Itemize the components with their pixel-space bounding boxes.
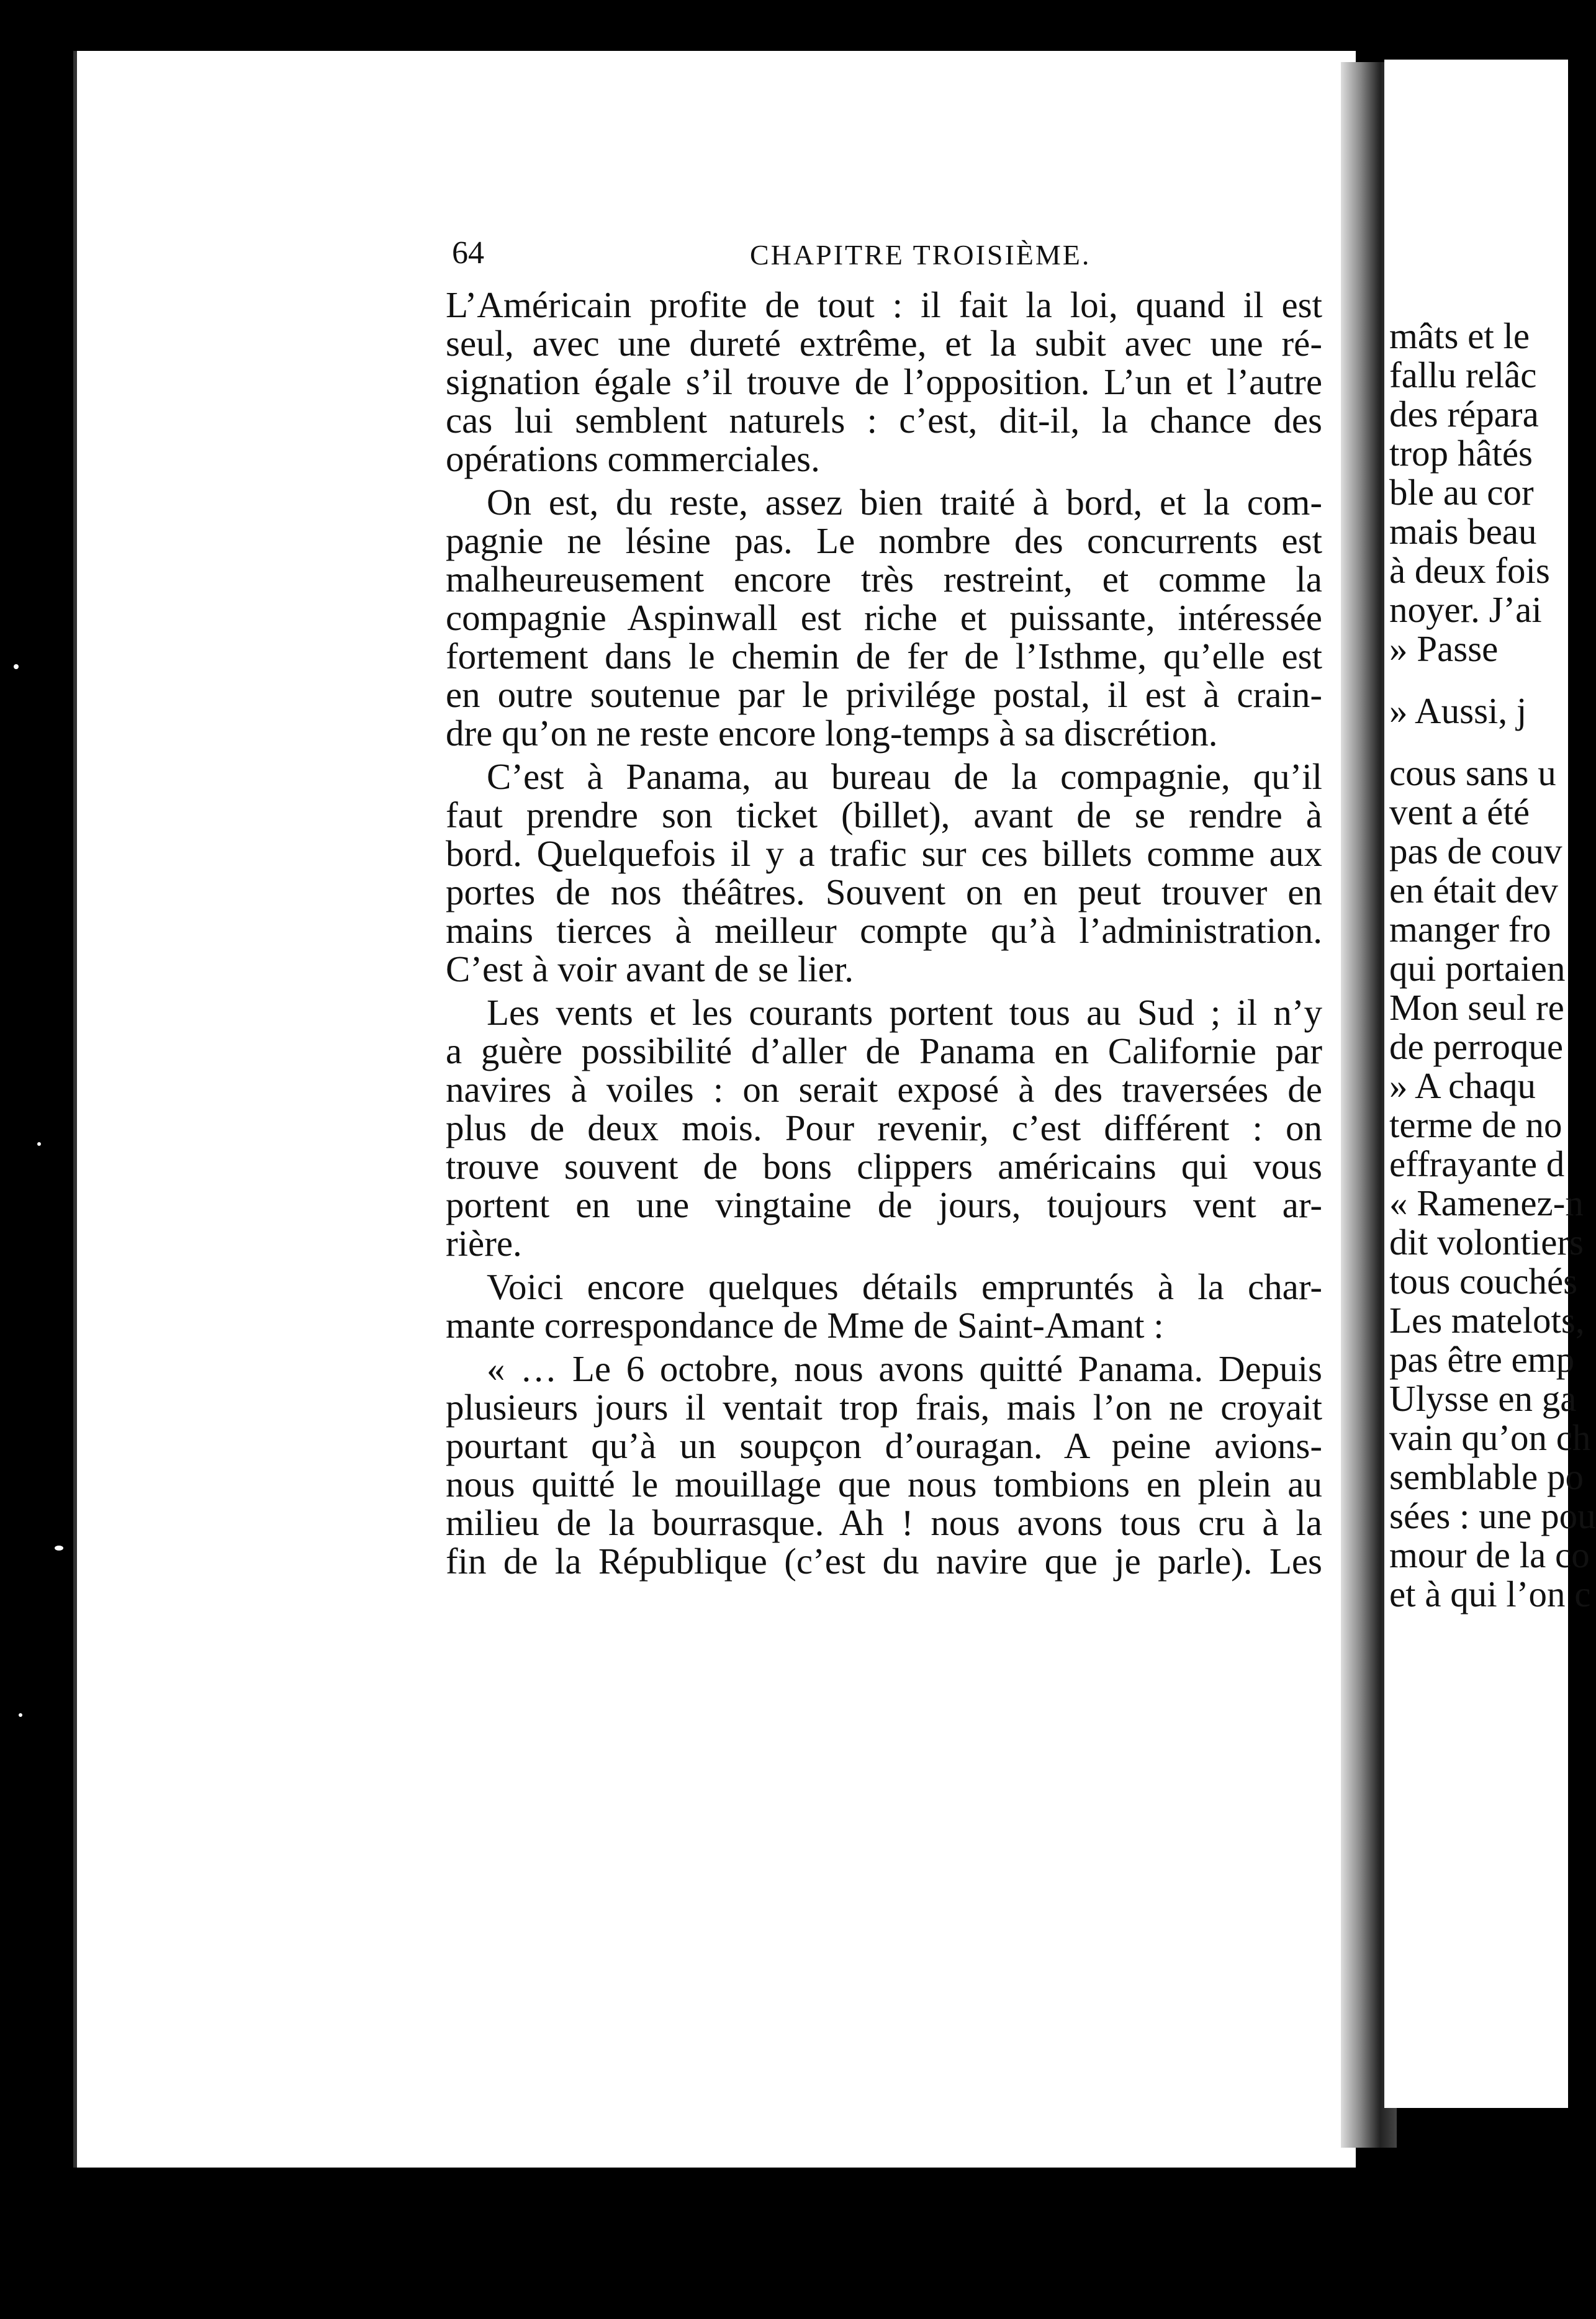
page-number: 64 (452, 235, 484, 271)
facing-page-line: manger fro (1389, 909, 1551, 950)
text-line: nous quitté le mouillage que nous tombions en plein au (446, 1464, 1322, 1505)
facing-page-line: qui portaien (1389, 948, 1566, 989)
text-line: plusieurs jours il ventait trop frais, mais l’on ne croyait (446, 1387, 1322, 1428)
text-line: rière. (446, 1223, 522, 1264)
facing-page-line: cous sans u (1389, 752, 1556, 793)
text-line: navires à voiles : on serait exposé à des traversées de (446, 1069, 1322, 1110)
text-line: L’Américain profite de tout : il fait la loi, quand il est (446, 284, 1322, 325)
facing-page-line: et à qui l’on c (1389, 1574, 1591, 1614)
text-line: malheureusement encore très restreint, et comme la (446, 559, 1322, 600)
paragraph (446, 1349, 1322, 1580)
text-line: « … Le 6 octobre, nous avons quitté Panama. Depuis (487, 1348, 1322, 1389)
text-line: a guère possibilité d’aller de Panama en Californie par (446, 1030, 1322, 1071)
paragraph (446, 483, 1322, 752)
facing-page-line: semblable po (1389, 1456, 1584, 1497)
facing-page-line: effrayante d (1389, 1143, 1565, 1184)
facing-page-line: tous couchés (1389, 1261, 1578, 1302)
facing-page-line: « Ramenez-n (1389, 1182, 1584, 1223)
text-line: opérations commerciales. (446, 438, 820, 479)
scan-speck (37, 1142, 41, 1146)
text-line: en outre soutenue par le privilége postal, il est à crain- (446, 674, 1322, 715)
text-line: faut prendre son ticket (billet), avant de se rendre à (446, 795, 1322, 835)
facing-page-line: à deux fois (1389, 550, 1550, 591)
paragraph (446, 757, 1322, 988)
facing-page-line: pas de couv (1389, 831, 1562, 871)
running-title: CHAPITRE TROISIÈME. (750, 239, 1091, 271)
scan-speck (19, 1713, 22, 1717)
paragraph (446, 1268, 1322, 1344)
paragraph (446, 993, 1322, 1263)
facing-page-line: trop hâtés (1389, 433, 1533, 474)
facing-page-line: » Aussi, j (1389, 690, 1527, 731)
facing-page-line: pas être emp (1389, 1339, 1575, 1380)
facing-page-line: ble au cor (1389, 472, 1534, 513)
facing-page-line: en était dev (1389, 870, 1558, 911)
facing-page-line: vain qu’on ch (1389, 1417, 1591, 1458)
scan-speck (14, 664, 19, 669)
facing-page-line: fallu relâc (1389, 354, 1537, 395)
text-line: pourtant qu’à un soupçon d’ouragan. A peine avions- (446, 1425, 1322, 1466)
text-line: seul, avec une dureté extrême, et la subit avec une ré- (446, 323, 1322, 364)
text-line: compagnie Aspinwall est riche et puissante, intéressée (446, 597, 1322, 638)
text-line: portent en une vingtaine de jours, toujours vent ar- (446, 1184, 1322, 1225)
text-line: C’est à Panama, au bureau de la compagnie, qu’il (487, 756, 1322, 797)
text-line: mains tierces à meilleur compte qu’à l’administration. (446, 910, 1322, 951)
scan-speck (55, 1546, 63, 1551)
facing-page-line: vent a été (1389, 791, 1530, 832)
text-line: Les vents et les courants portent tous au Sud ; il n’y (487, 992, 1322, 1033)
text-line: plus de deux mois. Pour revenir, c’est différent : on (446, 1107, 1322, 1148)
text-line: milieu de la bourrasque. Ah ! nous avons tous cru à la (446, 1502, 1322, 1543)
text-line: mante correspondance de Mme de Saint-Amant : (446, 1305, 1164, 1346)
paragraph (446, 286, 1322, 478)
body-text (446, 286, 1322, 1585)
facing-page-line: Les matelots, (1389, 1300, 1585, 1341)
text-line: Voici encore quelques détails empruntés à la char- (487, 1266, 1322, 1307)
text-line: fortement dans le chemin de fer de l’Isthme, qu’elle est (446, 636, 1322, 677)
facing-page-line: Ulysse en ga (1389, 1378, 1577, 1419)
facing-page-text (1389, 315, 1596, 1614)
facing-page-line: sées : une pou (1389, 1495, 1596, 1536)
text-line: dre qu’on ne reste encore long-temps à sa discrétion. (446, 713, 1218, 754)
facing-page-line: terme de no (1389, 1104, 1562, 1145)
page-header (452, 235, 1326, 278)
facing-page-line: dit volontiers (1389, 1222, 1584, 1263)
text-line: fin de la République (c’est du navire que je parle). Les (446, 1541, 1322, 1582)
facing-page-line: mâts et le (1389, 315, 1530, 356)
facing-page-line: des répara (1389, 394, 1539, 435)
text-line: pagnie ne lésine pas. Le nombre des concurrents est (446, 520, 1322, 561)
facing-page-line: » A chaqu (1389, 1065, 1536, 1106)
facing-page-line: mais beau (1389, 511, 1537, 552)
text-line: bord. Quelquefois il y a trafic sur ces billets comme aux (446, 833, 1322, 874)
text-line: trouve souvent de bons clippers américains qui vous (446, 1146, 1322, 1187)
text-line: On est, du reste, assez bien traité à bord, et la com- (487, 482, 1322, 523)
facing-page-line: noyer. J’ai (1389, 589, 1542, 630)
facing-page-line: de perroque (1389, 1026, 1564, 1067)
facing-page-line: mour de la co (1389, 1534, 1590, 1575)
text-line: C’est à voir avant de se lier. (446, 948, 854, 989)
text-line: portes de nos théâtres. Souvent on en peut trouver en (446, 871, 1322, 912)
facing-page-line: » Passe (1389, 628, 1499, 669)
text-line: cas lui semblent naturels : c’est, dit-il, la chance des (446, 400, 1322, 441)
text-line: signation égale s’il trouve de l’opposition. L’un et l’autre (446, 361, 1322, 402)
facing-page-line: Mon seul re (1389, 987, 1564, 1028)
